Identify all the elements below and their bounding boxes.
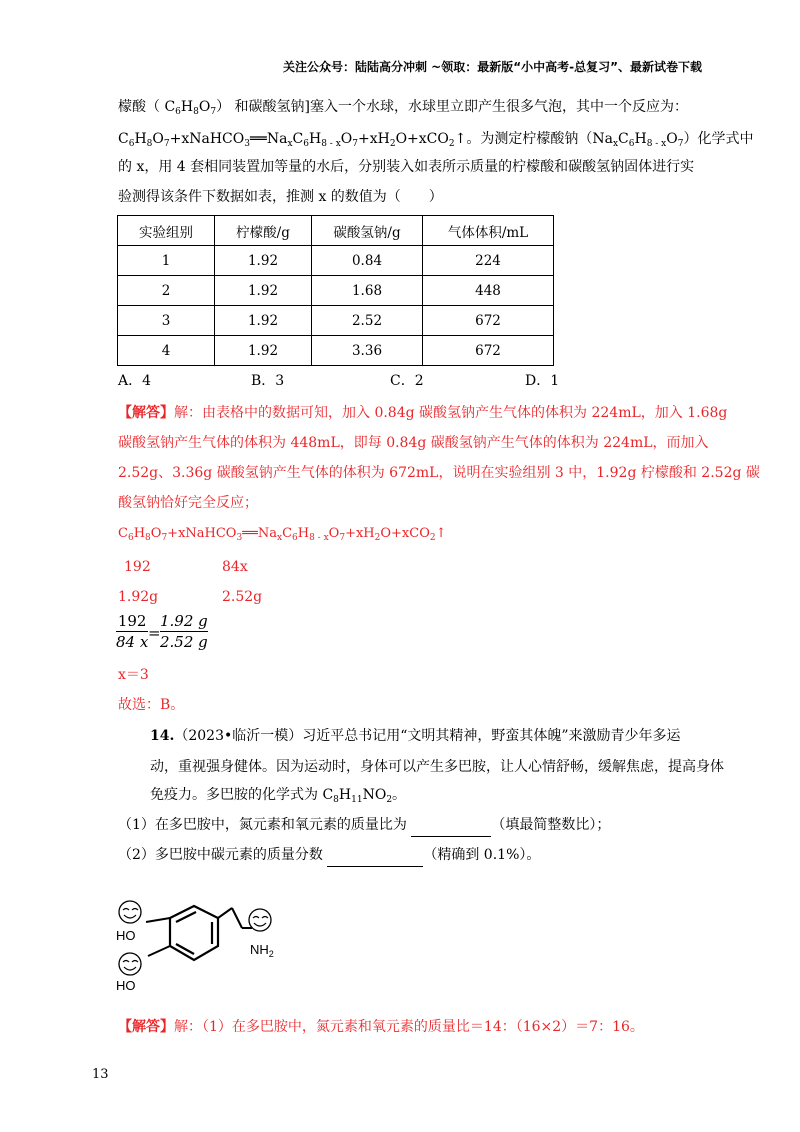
table-row <box>118 336 554 366</box>
calc-mass-2: 2.52g <box>222 589 263 605</box>
table-cell: 1.92 <box>215 246 312 276</box>
table-cell: 224 <box>423 246 554 276</box>
q13-answer-line2: 碳酸氢钠产生气体的体积为 448mL，即每 0.84g 碳酸氢钠产生气体的体积为 224mL，而加入 <box>118 435 709 451</box>
dopamine-structure-image <box>110 898 300 998</box>
answer-equation: $C_6H_8O_7+xNaHCO_3══Na_xC_6H_{8 - x}O_7+xH_2O+xCO_2↑$ <box>118 526 447 543</box>
smiley-face-icon <box>249 909 271 931</box>
q14-answer: 【解答】解：（1）在多巴胺中，氮元素和氧元素的质量比＝14：（16×2）＝7：16。 <box>118 1019 644 1035</box>
answer-tag: 【解答】 <box>118 1019 174 1035</box>
experiment-table <box>117 215 554 366</box>
table-header-cell: 碳酸氢钠/g <box>312 216 423 246</box>
q14-line1: 14.（2023•临沂一模）习近平总书记用“文明其精神，野蛮其体魄”来激励青少年多运 <box>150 728 681 744</box>
table-cell: 448 <box>423 276 554 306</box>
q14-line2: 动，重视强身健体。因为运动时，身体可以产生多巴胺，让人心情舒畅，缓解焦虑，提高身体 <box>150 759 724 775</box>
table-header-row <box>118 216 554 246</box>
q13-line4: 验测得该条件下数据如表，推测 x 的数值为（ ） <box>118 189 443 205</box>
calc-mass-1: 1.92g <box>118 589 159 605</box>
answer-blank-1 <box>411 814 491 837</box>
table-cell: 1.92 <box>215 336 312 366</box>
table-cell: 3 <box>118 306 215 336</box>
option-b: B．3 <box>251 373 285 389</box>
option-a: A．4 <box>118 373 152 389</box>
table-cell: 1.68 <box>312 276 423 306</box>
amine-label: $NH_2$ <box>250 942 274 959</box>
table-row <box>118 276 554 306</box>
q13-line3: 的 x，用 4 套相同装置加等量的水后，分别装入如表所示质量的柠檬酸和碳酸氢钠固体进行实 <box>118 159 695 175</box>
table-cell: 1.92 <box>215 276 312 306</box>
table-header-cell: 气体体积/mL <box>423 216 554 246</box>
calc-molar-1: 192 <box>124 559 151 575</box>
table-row <box>118 306 554 336</box>
calc-molar-2: 84x <box>222 559 248 575</box>
benzene-ring <box>170 906 218 960</box>
hydroxyl-label-2: HO <box>116 978 136 993</box>
result-x: x＝3 <box>118 667 149 683</box>
table-header-cell: 实验组别 <box>118 216 215 246</box>
table-cell: 3.36 <box>312 336 423 366</box>
fraction-right: 1.92 g 2.52 g <box>160 612 208 651</box>
q13-answer-line3: 2.52g、3.36g 碳酸氢钠产生气体的体积为 672mL，说明在实验组别 3 中，1.92g 柠檬酸和 2.52g 碳 <box>118 465 760 481</box>
fraction-equals: = <box>148 624 161 642</box>
table-cell: 4 <box>118 336 215 366</box>
page-number: 13 <box>92 1067 109 1082</box>
table-cell: 2 <box>118 276 215 306</box>
q13-answer-line1: 【解答】解：由表格中的数据可知，加入 0.84g 碳酸氢钠产生气体的体积为 224mL，加入 1.68g <box>118 405 728 421</box>
q13-equation-line: $C_6H_8O_7+xNaHCO_3══Na_xC_6H_{8 - x}O_7+xH_2O+xCO_2↑$。为测定柠檬酸钠$(Na_xC_6H_{8 - x}O_7)$化学式中 <box>118 131 754 149</box>
q14-line3: 免疫力。多巴胺的化学式为 $C_8H_{11}NO_2$。 <box>150 787 407 805</box>
answer-tag: 【解答】 <box>118 405 174 421</box>
page-header: 关注公众号：陆陆高分冲刺 ~领取：最新版“小中高考-总复习”、最新试卷下载 <box>283 60 702 74</box>
table-cell: 672 <box>423 336 554 366</box>
hydroxyl-label-1: HO <box>116 928 136 943</box>
table-cell: 1.92 <box>215 306 312 336</box>
q13-answer-line4: 酸氢钠恰好完全反应； <box>118 495 258 511</box>
q14-sub1: （1）在多巴胺中，氮元素和氧元素的质量比为 （填最简整数比）； <box>118 814 610 837</box>
option-c: C．2 <box>390 373 424 389</box>
fraction-left: 192 84 x <box>116 612 149 651</box>
table-cell: 672 <box>423 306 554 336</box>
q13-line1: 檬酸（ $C_6H_8O_7$） 和碳酸氢钠]塞入一个水球，水球里立即产生很多气泡，其中一个反应为： <box>118 99 688 117</box>
option-d: D．1 <box>525 373 560 389</box>
table-cell: 1 <box>118 246 215 276</box>
question-number: 14. <box>150 728 175 744</box>
table-row <box>118 246 554 276</box>
q14-sub2: （2）多巴胺中碳元素的质量分数 （精确到 0.1%）。 <box>118 844 540 867</box>
side-chain <box>146 908 252 956</box>
table-header-cell: 柠檬酸/g <box>215 216 312 246</box>
smiley-face-icon <box>119 953 141 975</box>
smiley-face-icon <box>119 901 141 923</box>
choose-answer: 故选：B。 <box>118 697 185 713</box>
answer-blank-2 <box>327 844 423 867</box>
table-cell: 2.52 <box>312 306 423 336</box>
table-cell: 0.84 <box>312 246 423 276</box>
